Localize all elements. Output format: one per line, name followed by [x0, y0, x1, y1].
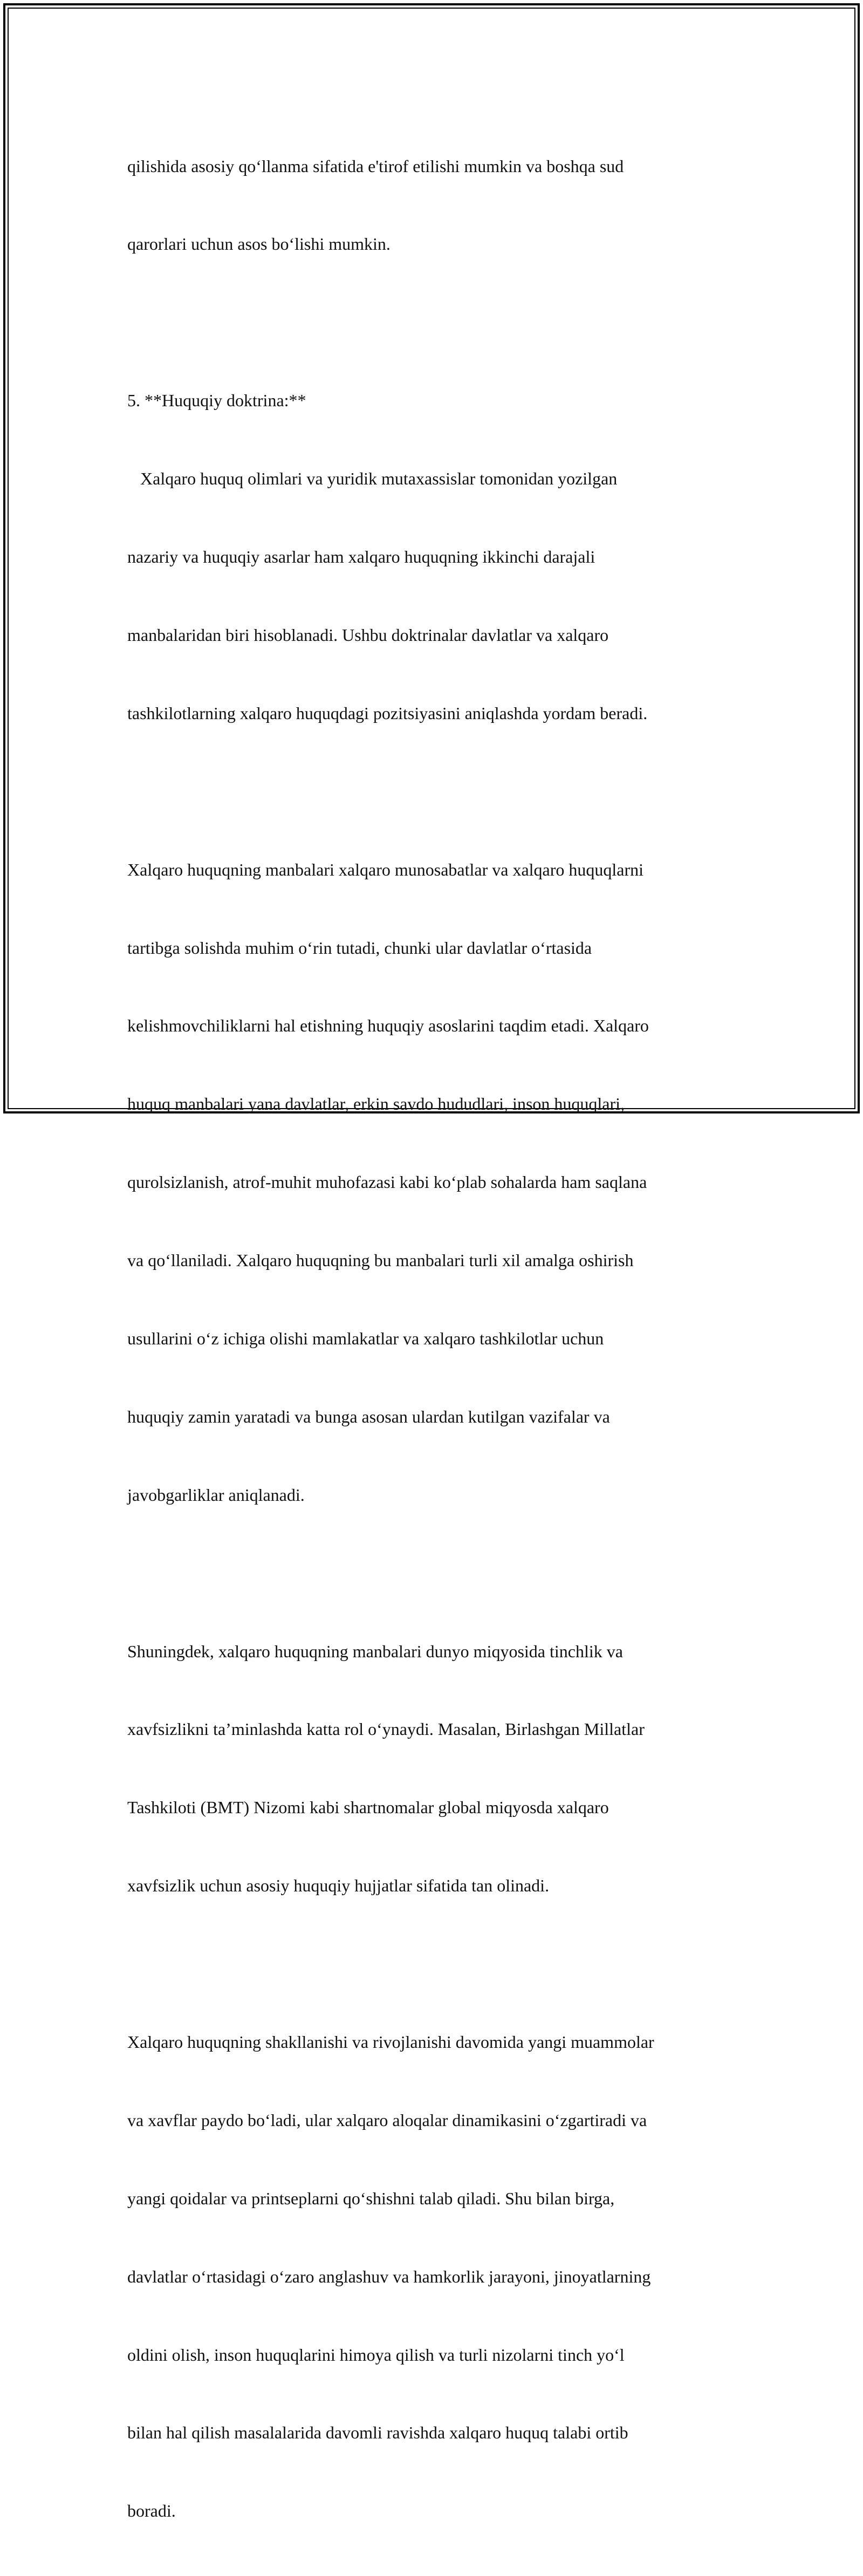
text-line: huquq manbalari yana davlatlar, erkin savdo hududlari, inson huquqlari,	[127, 1094, 625, 1114]
text-line: yangi qoidalar va printseplarni qo‘shishni talab qiladi. Shu bilan birga,	[127, 2188, 615, 2208]
text-line: oldini olish, inson huquqlarini himoya qilish va turli nizolarni tinch yo‘l	[127, 2345, 625, 2365]
paragraph-peace-security	[127, 1586, 753, 1951]
text-line: huquqiy zamin yaratadi va bunga asosan ulardan kutilgan vazifalar va	[127, 1406, 610, 1426]
text-line: Xalqaro huquqning shakllanishi va rivojlanishi davomida yangi muammolar	[127, 2032, 654, 2052]
text-line: xavfsizlik uchun asosiy huquqiy hujjatlar sifatida tan olinadi.	[127, 1876, 550, 1896]
text-line: boradi.	[127, 2501, 176, 2521]
text-line: qarorlari uchun asos bo‘lishi mumkin.	[127, 234, 391, 254]
text-line: tashkilotlarning xalqaro huquqdagi pozitsiyasini aniqlashda yordam beradi.	[127, 703, 648, 723]
text-line: xavfsizlikni ta’minlashda katta rol o‘ynaydi. Masalan, Birlashgan Millatlar	[127, 1719, 645, 1739]
document-body	[127, 101, 753, 2576]
section-heading: 5. **Huquqiy doktrina:**	[127, 391, 306, 411]
text-line: usullarini o‘z ichiga olishi mamlakatlar va xalqaro tashkilotlar uchun	[127, 1328, 604, 1348]
text-line: qurolsizlanish, atrof-muhit muhofazasi kabi ko‘plab sohalarda ham saqlana	[127, 1172, 647, 1192]
text-line: Xalqaro huquq olimlari va yuridik mutaxassislar tomonidan yozilgan	[127, 469, 618, 489]
text-line: Xalqaro huquqning manbalari xalqaro munosabatlar va xalqaro huquqlarni	[127, 859, 644, 879]
text-line: bilan hal qilish masalalarida davomli ravishda xalqaro huquq talabi ortib	[127, 2423, 628, 2443]
paragraph-legal-doctrine	[127, 336, 753, 778]
text-line: tartibga solishda muhim o‘rin tutadi, chunki ular davlatlar o‘rtasida	[127, 938, 592, 958]
paragraph-sources-role	[127, 804, 753, 1560]
text-line: manbalaridan biri hisoblanadi. Ushbu doktrinalar davlatlar va xalqaro	[127, 625, 609, 645]
text-line: Shuningdek, xalqaro huquqning manbalari dunyo miqyosida tinchlik va	[127, 1641, 623, 1661]
text-line: davlatlar o‘rtasidagi o‘zaro anglashuv va hamkorlik jarayoni, jinoyatlarning	[127, 2266, 651, 2286]
text-line: javobgarliklar aniqlanadi.	[127, 1485, 305, 1505]
text-line: Tashkiloti (BMT) Nizomi kabi shartnomalar global miqyosda xalqaro	[127, 1798, 609, 1817]
text-line: va xavflar paydo bo‘ladi, ular xalqaro aloqalar dinamikasini o‘zgartiradi va	[127, 2110, 647, 2130]
paragraph-development	[127, 1977, 753, 2576]
text-line: va qo‘llaniladi. Xalqaro huquqning bu manbalari turli xil amalga oshirish	[127, 1251, 634, 1270]
text-line: kelishmovchiliklarni hal etishning huquqiy asoslarini taqdim etadi. Xalqaro	[127, 1016, 649, 1036]
text-line: qilishida asosiy qo‘llanma sifatida e'tirof etilishi mumkin va boshqa sud	[127, 156, 624, 176]
text-line: nazariy va huquqiy asarlar ham xalqaro huquqning ikkinchi darajali	[127, 547, 595, 567]
paragraph-continuation	[127, 101, 753, 309]
